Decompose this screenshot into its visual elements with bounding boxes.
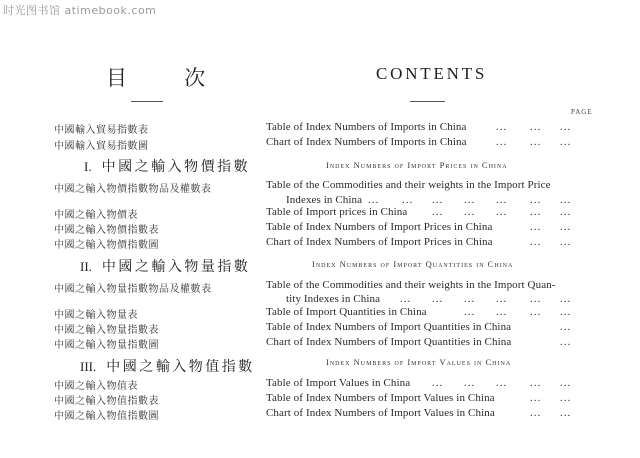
leader-dots: ...: [496, 136, 508, 148]
english-title-rule: [410, 101, 445, 102]
leader-dots: ...: [530, 136, 542, 148]
leader-dots: ...: [464, 293, 476, 305]
leader-dots: ...: [464, 194, 476, 206]
en-entry-quantity-index-table: Table of Index Numbers of Import Quantities in China: [266, 321, 512, 333]
section-title-zh: 中國之輸入物值指數: [106, 360, 255, 375]
zh-entry-import-index-chart: 中國輸入貿易指數圖: [54, 141, 149, 152]
zh-entry-import-values-table: 中國之輸入物值表: [54, 381, 138, 392]
zh-entry-quantity-index-chart: 中國之輸入物量指數圖: [54, 340, 159, 351]
section-heading-zh-values: [80, 356, 255, 376]
leader-dots: ...: [560, 377, 572, 389]
zh-entry-price-index-chart: 中國之輸入物價指數圖: [54, 240, 159, 251]
en-entry-import-index-chart: Chart of Index Numbers of Imports in China: [266, 136, 467, 148]
en-entry-value-index-chart: Chart of Index Numbers of Import Values in China: [266, 407, 495, 419]
leader-dots: ...: [560, 136, 572, 148]
leader-dots: ...: [530, 392, 542, 404]
leader-dots: ...: [432, 206, 444, 218]
leader-dots: ...: [530, 407, 542, 419]
chinese-title-rule: [131, 101, 163, 102]
watermark: 时光图书馆 atimebook.com: [3, 4, 157, 17]
zh-entry-price-index-table: 中國之輸入物價指數表: [54, 225, 159, 236]
leader-dots: ...: [560, 392, 572, 404]
zh-entry-price-commodities-weights: 中國之輸入物價指數物品及權數表: [54, 184, 212, 195]
en-entry-price-index-chart: Chart of Index Numbers of Import Prices in China: [266, 236, 493, 248]
leader-dots: ...: [560, 306, 572, 318]
leader-dots: ...: [560, 293, 572, 305]
leader-dots: ...: [464, 377, 476, 389]
leader-dots: ...: [496, 194, 508, 206]
leader-dots: ...: [496, 306, 508, 318]
section-number: I.: [84, 159, 92, 174]
leader-dots: ...: [432, 293, 444, 305]
en-entry-import-index-table: Table of Index Numbers of Imports in China: [266, 121, 467, 133]
en-entry-import-quantities-table: Table of Import Quantities in China: [266, 306, 427, 318]
leader-dots: ...: [530, 293, 542, 305]
zh-entry-import-quantities-table: 中國之輸入物量表: [54, 310, 138, 321]
section-heading-zh-quantities: [80, 256, 250, 276]
section-title-zh: 中國之輸入物價指數: [101, 160, 251, 175]
zh-entry-value-index-chart: 中國之輸入物值指數圖: [54, 411, 159, 422]
leader-dots: ...: [560, 221, 572, 233]
leader-dots: ...: [560, 121, 572, 133]
leader-dots: ...: [432, 194, 444, 206]
zh-entry-import-index-table: 中國輸入貿易指數表: [54, 125, 149, 136]
zh-entry-import-prices-table: 中國之輸入物價表: [54, 210, 138, 221]
en-entry-value-index-table: Table of Index Numbers of Import Values in China: [266, 392, 495, 404]
zh-entry-value-index-table: 中國之輸入物值指數表: [54, 396, 159, 407]
section-heading-en-prices: Index Numbers of Import Prices in China: [326, 160, 508, 170]
section-heading-en-values: Index Numbers of Import Values in China: [326, 357, 512, 367]
leader-dots: ...: [560, 194, 572, 206]
leader-dots: ...: [432, 377, 444, 389]
leader-dots: ...: [496, 206, 508, 218]
leader-dots: ...: [560, 236, 572, 248]
section-title-zh: 中國之輸入物量指數: [101, 260, 251, 275]
en-entry-price-commodities-weights-cont: Indexes in China: [286, 194, 363, 206]
leader-dots: ...: [496, 121, 508, 133]
leader-dots: ...: [400, 293, 412, 305]
section-number: II.: [80, 259, 92, 274]
page-column-label: PAGE: [571, 108, 593, 116]
en-entry-price-commodities-weights: Table of the Commodities and their weights in the Import Price: [266, 179, 551, 191]
leader-dots: ...: [496, 293, 508, 305]
leader-dots: ...: [530, 121, 542, 133]
section-number: III.: [80, 359, 97, 374]
en-entry-quantity-commodities-weights: Table of the Commodities and their weights in the Import Quan-: [266, 279, 556, 291]
leader-dots: ...: [402, 194, 414, 206]
leader-dots: ...: [560, 321, 572, 333]
leader-dots: ...: [496, 377, 508, 389]
en-entry-price-index-table: Table of Index Numbers of Import Prices in China: [266, 221, 493, 233]
en-entry-quantity-index-chart: Chart of Index Numbers of Import Quantities in China: [266, 336, 512, 348]
zh-entry-quantity-commodities-weights: 中國之輸入物量指數物品及權數表: [54, 284, 212, 295]
leader-dots: ...: [464, 206, 476, 218]
en-entry-import-values-table: Table of Import Values in China: [266, 377, 411, 389]
leader-dots: ...: [368, 194, 380, 206]
leader-dots: ...: [530, 377, 542, 389]
leader-dots: ...: [530, 194, 542, 206]
en-entry-quantity-commodities-weights-cont: tity Indexes in China: [286, 293, 381, 305]
leader-dots: ...: [560, 206, 572, 218]
leader-dots: ...: [530, 236, 542, 248]
chinese-title: 目 次: [106, 66, 232, 90]
zh-entry-quantity-index-table: 中國之輸入物量指數表: [54, 325, 159, 336]
leader-dots: ...: [560, 407, 572, 419]
en-entry-import-prices-table: Table of Import prices in China: [266, 206, 408, 218]
leader-dots: ...: [464, 306, 476, 318]
leader-dots: ...: [530, 206, 542, 218]
leader-dots: ...: [560, 336, 572, 348]
section-heading-zh-prices: [84, 156, 250, 176]
leader-dots: ...: [530, 306, 542, 318]
leader-dots: ...: [530, 221, 542, 233]
section-heading-en-quantities: Index Numbers of Import Quantities in China: [312, 259, 514, 269]
english-title: CONTENTS: [376, 64, 488, 83]
